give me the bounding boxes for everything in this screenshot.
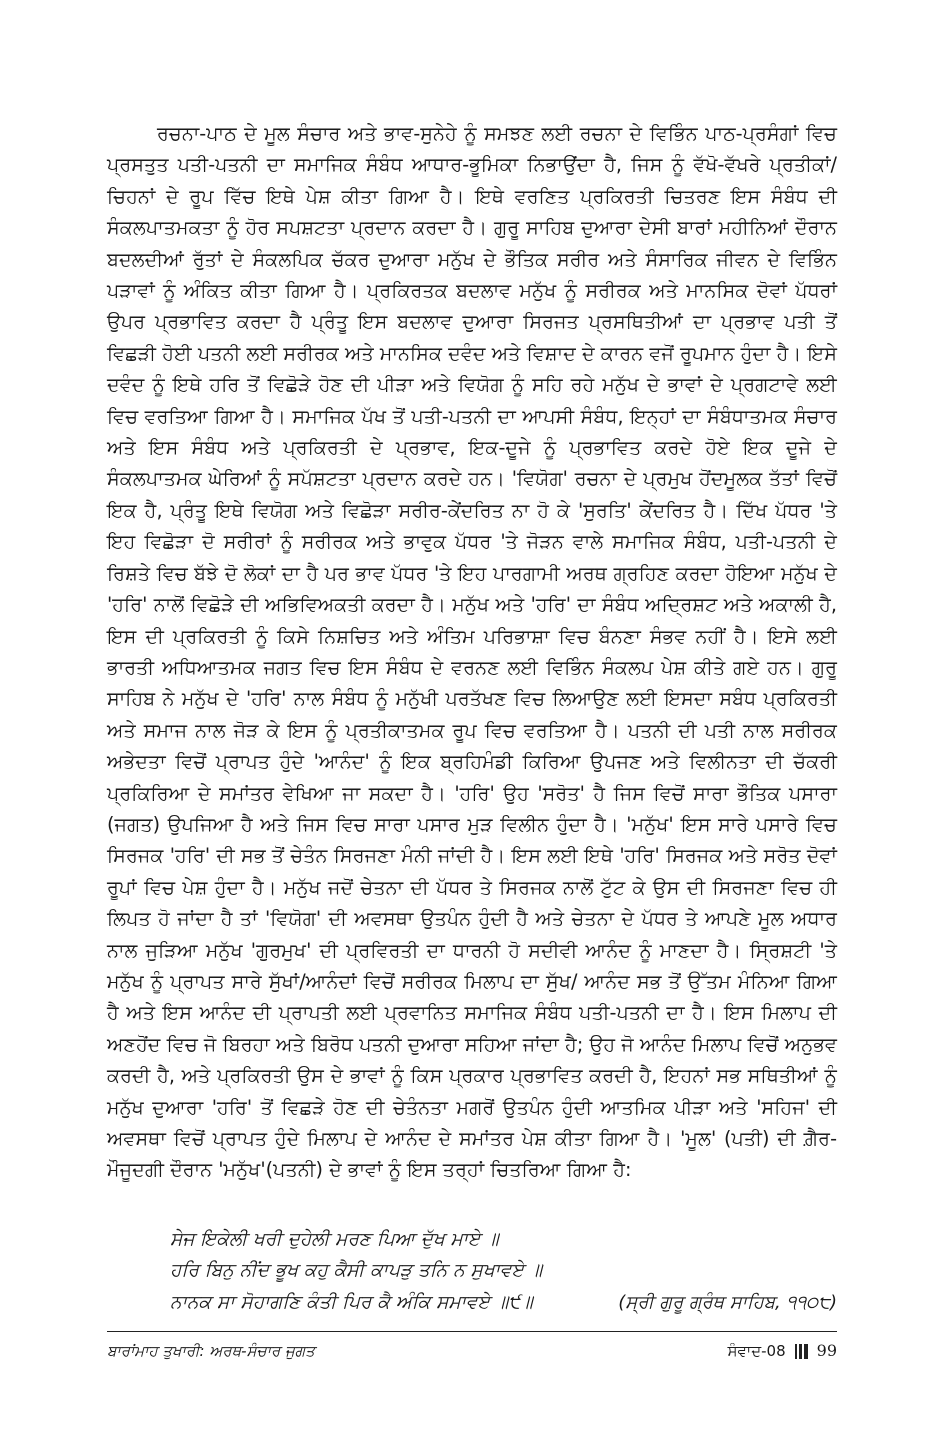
bars-ornament-icon — [795, 1343, 808, 1359]
body-paragraph: ਰਚਨਾ-ਪਾਠ ਦੇ ਮੂਲ ਸੰਚਾਰ ਅਤੇ ਭਾਵ-ਸੁਨੇਹੇ ਨੂੰ ਸਮਝਣ ਲਈ ਰਚਨਾ ਦੇ ਵਿਭਿੰਨ ਪਾਠ-ਪ੍ਰਸੰਗਾਂ ਵਿਚ ਪ੍ਰਸਤੁਤ ਪਤੀ-ਪਤਨੀ ਦਾ ਸਮਾਜਿਕ ਸੰਬੰਧ ਆਧਾਰ-ਭੂਮਿਕਾ ਨਿਭਾਉਂਦਾ ਹੈ, ਜਿਸ ਨੂੰ ਵੱਖੋ-ਵੱਖਰੇ ਪ੍ਰਤੀਕਾਂ/ਚਿਹਨਾਂ ਦੇ ਰੂਪ ਵਿੱਚ ਇਥੇ ਪੇਸ਼ ਕੀਤਾ ਗਿਆ ਹੈ। ਇਥੇ ਵਰਣਿਤ ਪ੍ਰਕਿਰਤੀ ਚਿਤਰਣ ਇਸ ਸੰਬੰਧ ਦੀ ਸੰਕਲਪਾਤਮਕਤਾ ਨੂੰ ਹੋਰ ਸਪਸ਼ਟਤਾ ਪ੍ਰਦਾਨ ਕਰਦਾ ਹੈ। ਗੁਰੂ ਸਾਹਿਬ ਦੁਆਰਾ ਦੇਸੀ ਬਾਰਾਂ ਮਹੀਨਿਆਂ ਦੌਰਾਨ ਬਦਲਦੀਆਂ ਰੁੱਤਾਂ ਦੇ ਸੰਕਲਪਿਕ ਚੱਕਰ ਦੁਆਰਾ ਮਨੁੱਖ ਦੇ ਭੌਤਿਕ ਸਰੀਰ ਅਤੇ ਸੰਸਾਰਿਕ ਜੀਵਨ ਦੇ ਵਿਭਿੰਨ ਪੜਾਵਾਂ ਨੂੰ ਅੰਕਿਤ ਕੀਤਾ ਗਿਆ ਹੈ। ਪ੍ਰਕਿਰਤਕ ਬਦਲਾਵ ਮਨੁੱਖ ਨੂੰ ਸਰੀਰਕ ਅਤੇ ਮਾਨਸਿਕ ਦੋਵਾਂ ਪੱਧਰਾਂ ਉਪਰ ਪ੍ਰਭਾਵਿਤ ਕਰਦਾ ਹੈ ਪ੍ਰੰਤੂ ਇਸ ਬਦਲਾਵ ਦੁਆਰਾ ਸਿਰਜਤ ਪ੍ਰਸਥਿਤੀਆਂ ਦਾ ਪ੍ਰਭਾਵ ਪਤੀ ਤੋਂ ਵਿਛੜੀ ਹੋਈ ਪਤਨੀ ਲਈ ਸਰੀਰਕ ਅਤੇ ਮਾਨਸਿਕ ਦਵੰਦ ਅਤੇ ਵਿਸ਼ਾਦ ਦੇ ਕਾਰਨ ਵਜੋਂ ਰੂਪਮਾਨ ਹੁੰਦਾ ਹੈ। ਇਸੇ ਦਵੰਦ ਨੂੰ ਇਥੇ ਹਰਿ ਤੋਂ ਵਿਛੋੜੇ ਹੋਣ ਦੀ ਪੀੜਾ ਅਤੇ ਵਿਯੋਗ ਨੂੰ ਸਹਿ ਰਹੇ ਮਨੁੱਖ ਦੇ ਭਾਵਾਂ ਦੇ ਪ੍ਰਗਟਾਵੇ ਲਈ ਵਿਚ ਵਰਤਿਆ ਗਿਆ ਹੈ। ਸਮਾਜਿਕ ਪੱਖ ਤੋਂ ਪਤੀ-ਪਤਨੀ ਦਾ ਆਪਸੀ ਸੰਬੰਧ, ਇਨ੍ਹਾਂ ਦਾ ਸੰਬੰਧਾਤਮਕ ਸੰਚਾਰ ਅਤੇ ਇਸ ਸੰਬੰਧ ਅਤੇ ਪ੍ਰਕਿਰਤੀ ਦੇ ਪ੍ਰਭਾਵ, ਇਕ-ਦੂਜੇ ਨੂੰ ਪ੍ਰਭਾਵਿਤ ਕਰਦੇ ਹੋਏ ਇਕ ਦੂਜੇ ਦੇ ਸੰਕਲਪਾਤਮਕ ਘੇਰਿਆਂ ਨੂੰ ਸਪੱਸ਼ਟਤਾ ਪ੍ਰਦਾਨ ਕਰਦੇ ਹਨ। 'ਵਿਯੋਗ' ਰਚਨਾ ਦੇ ਪ੍ਰਮੁਖ ਹੋਂਦਮੂਲਕ ਤੱਤਾਂ ਵਿਚੋਂ ਇਕ ਹੈ, ਪ੍ਰੰਤੂ ਇਥੇ ਵਿਯੋਗ ਅਤੇ ਵਿਛੋੜਾ ਸਰੀਰ-ਕੇਂਦਰਿਤ ਨਾ ਹੋ ਕੇ 'ਸੁਰਤਿ' ਕੇਂਦਰਿਤ ਹੈ। ਦਿੱਖ ਪੱਧਰ 'ਤੇ ਇਹ ਵਿਛੋੜਾ ਦੋ ਸਰੀਰਾਂ ਨੂੰ ਸਰੀਰਕ ਅਤੇ ਭਾਵੁਕ ਪੱਧਰ 'ਤੇ ਜੋੜਨ ਵਾਲੇ ਸਮਾਜਿਕ ਸੰਬੰਧ, ਪਤੀ-ਪਤਨੀ ਦੇ ਰਿਸ਼ਤੇ ਵਿਚ ਬੱਝੇ ਦੋ ਲੋਕਾਂ ਦਾ ਹੈ ਪਰ ਭਾਵ ਪੱਧਰ 'ਤੇ ਇਹ ਪਾਰਗਾਮੀ ਅਰਥ ਗ੍ਰਹਿਣ ਕਰਦਾ ਹੋਇਆ ਮਨੁੱਖ ਦੇ 'ਹਰਿ' ਨਾਲੋਂ ਵਿਛੋੜੇ ਦੀ ਅਭਿਵਿਅਕਤੀ ਕਰਦਾ ਹੈ। ਮਨੁੱਖ ਅਤੇ 'ਹਰਿ' ਦਾ ਸੰਬੰਧ ਅਦ੍ਰਿਸ਼ਟ ਅਤੇ ਅਕਾਲੀ ਹੈ, ਇਸ ਦੀ ਪ੍ਰਕਿਰਤੀ ਨੂੰ ਕਿਸੇ ਨਿਸ਼ਚਿਤ ਅਤੇ ਅੰਤਿਮ ਪਰਿਭਾਸ਼ਾ ਵਿਚ ਬੰਨਣਾ ਸੰਭਵ ਨਹੀਂ ਹੈ। ਇਸੇ ਲਈ ਭਾਰਤੀ ਅਧਿਆਤਮਕ ਜਗਤ ਵਿਚ ਇਸ ਸੰਬੰਧ ਦੇ ਵਰਨਣ ਲਈ ਵਿਭਿੰਨ ਸੰਕਲਪ ਪੇਸ਼ ਕੀਤੇ ਗਏ ਹਨ। ਗੁਰੂ ਸਾਹਿਬ ਨੇ ਮਨੁੱਖ ਦੇ 'ਹਰਿ' ਨਾਲ ਸੰਬੰਧ ਨੂੰ ਮਨੁੱਖੀ ਪਰਤੱਖਣ ਵਿਚ ਲਿਆਉਣ ਲਈ ਇਸਦਾ ਸਬੰਧ ਪ੍ਰਕਿਰਤੀ ਅਤੇ ਸਮਾਜ ਨਾਲ ਜੋੜ ਕੇ ਇਸ ਨੂੰ ਪ੍ਰਤੀਕਾਤਮਕ ਰੂਪ ਵਿਚ ਵਰਤਿਆ ਹੈ। ਪਤਨੀ ਦੀ ਪਤੀ ਨਾਲ ਸਰੀਰਕ ਅਭੇਦਤਾ ਵਿਚੋਂ ਪ੍ਰਾਪਤ ਹੁੰਦੇ 'ਆਨੰਦ' ਨੂੰ ਇਕ ਬ੍ਰਹਿਮੰਡੀ ਕਿਰਿਆ ਉਪਜਣ ਅਤੇ ਵਿਲੀਨਤਾ ਦੀ ਚੱਕਰੀ ਪ੍ਰਕਿਰਿਆ ਦੇ ਸਮਾਂਤਰ ਵੇਖਿਆ ਜਾ ਸਕਦਾ ਹੈ। 'ਹਰਿ' ਉਹ 'ਸਰੋਤ' ਹੈ ਜਿਸ ਵਿਚੋਂ ਸਾਰਾ ਭੌਤਿਕ ਪਸਾਰਾ (ਜਗਤ) ਉਪਜਿਆ ਹੈ ਅਤੇ ਜਿਸ ਵਿਚ ਸਾਰਾ ਪਸਾਰ ਮੁੜ ਵਿਲੀਨ ਹੁੰਦਾ ਹੈ। 'ਮਨੁੱਖ' ਇਸ ਸਾਰੇ ਪਸਾਰੇ ਵਿਚ ਸਿਰਜਕ 'ਹਰਿ' ਦੀ ਸਭ ਤੋਂ ਚੇਤੰਨ ਸਿਰਜਣਾ ਮੰਨੀ ਜਾਂਦੀ ਹੈ। ਇਸ ਲਈ ਇਥੇ 'ਹਰਿ' ਸਿਰਜਕ ਅਤੇ ਸਰੋਤ ਦੋਵਾਂ ਰੂਪਾਂ ਵਿਚ ਪੇਸ਼ ਹੁੰਦਾ ਹੈ। ਮਨੁੱਖ ਜਦੋਂ ਚੇਤਨਾ ਦੀ ਪੱਧਰ ਤੇ ਸਿਰਜਕ ਨਾਲੋਂ ਟੁੱਟ ਕੇ ਉਸ ਦੀ ਸਿਰਜਣਾ ਵਿਚ ਹੀ ਲਿਪਤ ਹੋ ਜਾਂਦਾ ਹੈ ਤਾਂ 'ਵਿਯੋਗ' ਦੀ ਅਵਸਥਾ ਉਤਪੰਨ ਹੁੰਦੀ ਹੈ ਅਤੇ ਚੇਤਨਾ ਦੇ ਪੱਧਰ ਤੇ ਆਪਣੇ ਮੂਲ ਅਧਾਰ ਨਾਲ ਜੁੜਿਆ ਮਨੁੱਖ 'ਗੁਰਮੁਖ' ਦੀ ਪ੍ਰਵਿਰਤੀ ਦਾ ਧਾਰਨੀ ਹੋ ਸਦੀਵੀ ਆਨੰਦ ਨੂੰ ਮਾਣਦਾ ਹੈ। ਸ੍ਰਿਸ਼ਟੀ 'ਤੇ ਮਨੁੱਖ ਨੂੰ ਪ੍ਰਾਪਤ ਸਾਰੇ ਸੁੱਖਾਂ/ਆਨੰਦਾਂ ਵਿਚੋਂ ਸਰੀਰਕ ਮਿਲਾਪ ਦਾ ਸੁੱਖ/ ਆਨੰਦ ਸਭ ਤੋਂ ਉੱਤਮ ਮੰਨਿਆ ਗਿਆ ਹੈ ਅਤੇ ਇਸ ਆਨੰਦ ਦੀ ਪ੍ਰਾਪਤੀ ਲਈ ਪ੍ਰਵਾਨਿਤ ਸਮਾਜਿਕ ਸੰਬੰਧ ਪਤੀ-ਪਤਨੀ ਦਾ ਹੈ। ਇਸ ਮਿਲਾਪ ਦੀ ਅਣਹੋਂਦ ਵਿਚ ਜੋ ਬਿਰਹਾ ਅਤੇ ਬਿਰੋਧ ਪਤਨੀ ਦੁਆਰਾ ਸਹਿਆ ਜਾਂਦਾ ਹੈ; ਉਹ ਜੋ ਆਨੰਦ ਮਿਲਾਪ ਵਿਚੋਂ ਅਨੁਭਵ ਕਰਦੀ ਹੈ, ਅਤੇ ਪ੍ਰਕਿਰਤੀ ਉਸ ਦੇ ਭਾਵਾਂ ਨੂੰ ਕਿਸ ਪ੍ਰਕਾਰ ਪ੍ਰਭਾਵਿਤ ਕਰਦੀ ਹੈ, ਇਹਨਾਂ ਸਭ ਸਥਿਤੀਆਂ ਨੂੰ ਮਨੁੱਖ ਦੁਆਰਾ 'ਹਰਿ' ਤੋਂ ਵਿਛੜੇ ਹੋਣ ਦੀ ਚੇਤੰਨਤਾ ਮਗਰੋਂ ਉਤਪੰਨ ਹੁੰਦੀ ਆਤਮਿਕ ਪੀੜਾ ਅਤੇ 'ਸਹਿਜ' ਦੀ ਅਵਸਥਾ ਵਿਚੋਂ ਪ੍ਰਾਪਤ ਹੁੰਦੇ ਮਿਲਾਪ ਦੇ ਆਨੰਦ ਦੇ ਸਮਾਂਤਰ ਪੇਸ਼ ਕੀਤਾ ਗਿਆ ਹੈ। 'ਮੂਲ' (ਪਤੀ) ਦੀ ਗ਼ੈਰ-ਮੌਜੂਦਗੀ ਦੌਰਾਨ 'ਮਨੁੱਖ'(ਪਤਨੀ) ਦੇ ਭਾਵਾਂ ਨੂੰ ਇਸ ਤਰ੍ਹਾਂ ਚਿਤਰਿਆ ਗਿਆ ਹੈ: — [107, 122, 837, 1182]
quote-citation: (ਸ੍ਰੀ ਗੁਰੂ ਗ੍ਰੰਥ ਸਾਹਿਬ, ੧੧੦੮) — [618, 1291, 837, 1313]
running-title: ਬਾਰਾਂਮਾਹ ਤੁਖਾਰੀ: ਅਰਥ-ਸੰਚਾਰ ਜੁਗਤ — [107, 1342, 315, 1360]
quote-line-3-row — [107, 1287, 837, 1318]
page-number: 99 — [816, 1341, 837, 1360]
page-footer-right — [728, 1339, 837, 1363]
journal-name: ਸੰਵਾਦ-08 — [727, 1342, 786, 1360]
footer-divider — [107, 1331, 837, 1332]
quote-line-2: ਹਰਿ ਬਿਨੁ ਨੀਂਦ ਭੂਖ ਕਹੁ ਕੈਸੀ ਕਾਪੜੁ ਤਨਿ ਨ ਸੁਖਾਵਏ ॥ — [170, 1260, 543, 1282]
quote-line-1: ਸੇਜ ਇਕੇਲੀ ਖਰੀ ਦੁਹੇਲੀ ਮਰਣ ਪਿਆ ਦੁੱਖ ਮਾਏ ॥ — [170, 1229, 499, 1250]
quote-line-3: ਨਾਨਕ ਸਾ ਸੋਹਾਗਣਿ ਕੰਤੀ ਪਿਰ ਕੈ ਅੰਕਿ ਸਮਾਵਏ ॥੯॥ — [170, 1291, 533, 1313]
scripture-quote — [107, 1224, 837, 1318]
